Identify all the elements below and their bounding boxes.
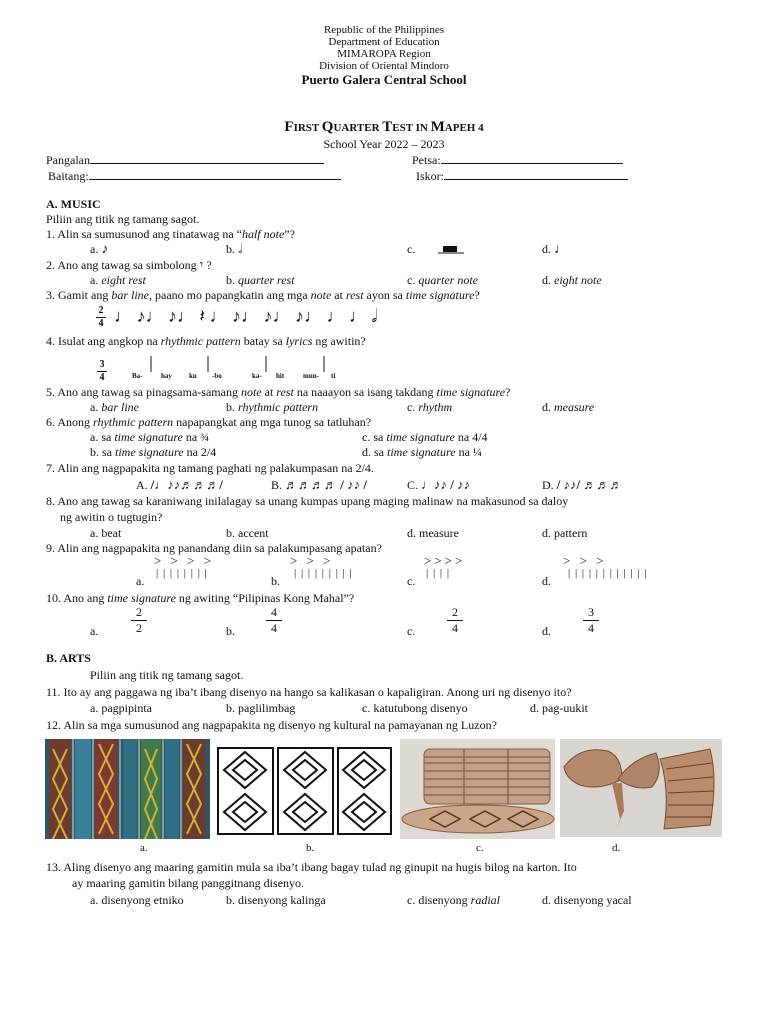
baitang-field[interactable]: Baitang: [48, 168, 341, 184]
q6-option-a[interactable]: a. sa time signature na ¾ [90, 430, 210, 444]
q9-c-bars: | | | | [426, 567, 451, 579]
q11-option-b[interactable]: b. paglilimbag [226, 701, 296, 715]
q3-time-signature: 2 4 [96, 306, 106, 329]
q10-option-b[interactable]: b. [226, 624, 235, 638]
q7-text: 7. Alin ang nagpapakita ng tamang paghati ng palakumpasan na 2/4. [46, 461, 374, 475]
q9-option-b[interactable]: b. [271, 574, 280, 588]
q13-option-d[interactable]: d. disenyong yacal [542, 893, 632, 907]
q2-option-a[interactable]: a. eight rest [90, 273, 146, 287]
q3-text: 3. Gamit ang bar line, paano mo papangkatin ang mga note at rest ayon sa time signature? [46, 288, 480, 302]
petsa-field[interactable]: Petsa: [412, 152, 623, 168]
header-region: MIMAROPA Region [337, 48, 431, 60]
q8-text-cont: ng awitin o tugtugin? [60, 510, 163, 524]
q9-c-accents: >>>> [424, 553, 466, 568]
q8-option-a[interactable]: a. beat [90, 526, 122, 540]
header-division: Division of Oriental Mindoro [319, 60, 449, 72]
q4-syllable: -bo [212, 372, 222, 380]
arts-instruction: Piliin ang titik ng tamang sagot. [90, 668, 244, 682]
q4-text: 4. Isulat ang angkop na rhythmic pattern batay sa lyrics ng awitin? [46, 334, 366, 348]
music-instruction: Piliin ang titik ng tamang sagot. [46, 212, 200, 226]
q9-d-bars: | | | | | | | | | | | | [568, 567, 648, 579]
eighth-rest-icon: 𝄾 [199, 258, 204, 273]
q4-time-signature: 3 4 [97, 360, 107, 383]
q4-bar-lines [140, 354, 340, 374]
q10-c-fraction: 2 4 [447, 606, 463, 635]
q5-text: 5. Ano ang tawag sa pinagsama-samang note at rest na naaayon sa isang takdang time signature? [46, 385, 511, 399]
q5-option-c[interactable]: c. rhythm [407, 400, 453, 414]
diamond-pattern-image-b[interactable] [216, 746, 393, 836]
q6-option-b[interactable]: b. sa time signature na 2/4 [90, 445, 217, 459]
q13-option-c[interactable]: c. disenyong radial [407, 893, 500, 907]
q12-option-a[interactable]: a. [140, 842, 148, 854]
q1-option-c[interactable]: c. [407, 242, 464, 257]
half-rest-icon [438, 244, 464, 256]
q1-option-b[interactable]: b. 𝅗𝅥 [226, 242, 243, 257]
q10-option-d[interactable]: d. [542, 624, 551, 638]
q13-option-a[interactable]: a. disenyong etniko [90, 893, 184, 907]
q9-option-c[interactable]: c. [407, 574, 416, 588]
woven-mats-image-c[interactable] [400, 739, 555, 839]
q4-syllable: ku [189, 372, 197, 380]
q9-a-bars: | | | | | | | | [156, 567, 208, 579]
q11-text: 11. Ito ay ang paggawa ng iba’t ibang disenyo na hango sa kalikasan o kapaligiran. Anong uri ng disenyo ito? [46, 685, 572, 699]
q12-option-b[interactable]: b. [306, 842, 315, 854]
q11-option-c[interactable]: c. katutubong disenyo [362, 701, 468, 715]
header-republic: Republic of the Philippines [323, 24, 445, 36]
q10-option-c[interactable]: c. [407, 624, 416, 638]
q6-option-d[interactable]: d. sa time signature na ¼ [362, 445, 482, 459]
q9-text: 9. Alin ang nagpapakita ng panandang diin sa palakumpasang apatan? [46, 541, 382, 555]
q3-rhythm-notes: ♩ ♪♩ ♪♩ 𝄽 ♩ ♪♩ ♪♩ ♪♩ ♩ ♩ 𝅗𝅥 [114, 306, 378, 326]
arts-heading: B. ARTS [46, 651, 91, 665]
q7-option-b[interactable]: B. ♬♬♬♬ / ♪♪ / [271, 477, 367, 492]
q5-option-d[interactable]: d. measure [542, 400, 595, 414]
q4-syllable: mun- [303, 372, 319, 380]
q10-b-fraction: 4 4 [266, 606, 282, 635]
q8-option-b[interactable]: b. accent [226, 526, 269, 540]
q2-option-d[interactable]: d. eight note [542, 273, 602, 287]
q10-d-fraction: 3 4 [583, 606, 599, 635]
q5-option-b[interactable]: b. rhythmic pattern [226, 400, 319, 414]
q2-option-b[interactable]: b. quarter rest [226, 273, 295, 287]
q9-b-accents: > > > [290, 553, 334, 568]
woven-fans-image-d[interactable] [560, 739, 722, 837]
q4-syllable: hay [161, 372, 172, 380]
header-deped: Department of Education [328, 36, 440, 48]
q12-option-d[interactable]: d. [612, 842, 621, 854]
quarter-note-icon: ♩ [554, 242, 568, 257]
q11-option-a[interactable]: a. pagpipinta [90, 701, 152, 715]
pangalan-field[interactable]: Pangalan [46, 152, 324, 168]
q1-option-d[interactable]: d. ♩ [542, 242, 568, 257]
q2-option-c[interactable]: c. quarter note [407, 273, 478, 287]
weave-pattern-image-a[interactable] [45, 739, 210, 839]
q12-option-c[interactable]: c. [476, 842, 484, 854]
q1-text: 1. Alin sa sumusunod ang tinatawag na “half note”? [46, 227, 295, 241]
q4-syllable: hit [276, 372, 285, 380]
test-title: FIRST QUARTER TEST IN MAPEH 4 [284, 119, 484, 135]
q9-d-accents: > > > [563, 553, 607, 568]
q2-text: 2. Ano ang tawag sa simbolong 𝄾 ? [46, 258, 212, 273]
q5-option-a[interactable]: a. bar line [90, 400, 139, 414]
q8-option-d[interactable]: d. pattern [542, 526, 588, 540]
q9-a-accents: > > > > [154, 553, 215, 568]
q4-syllable: ti [331, 372, 336, 380]
q7-option-c[interactable]: C. ♩♪♪ / ♪♪ [407, 477, 471, 492]
q7-option-d[interactable]: D. / ♪♪/ ♬♬♬ [542, 477, 623, 492]
q13-option-b[interactable]: b. disenyong kalinga [226, 893, 326, 907]
q12-text: 12. Alin sa mga sumusunod ang nagpapakita ng disenyo ng kultural na pamayanan ng Luzon? [46, 718, 497, 732]
q6-option-c[interactable]: c. sa time signature na 4/4 [362, 430, 488, 444]
eighth-note-icon: ♪ [101, 242, 109, 257]
q7-option-a[interactable]: A. /♩♪♪♬♬♬/ [136, 477, 223, 492]
q10-option-a[interactable]: a. [90, 624, 99, 638]
q10-a-fraction: 2 2 [131, 606, 147, 635]
q13-text: 13. Aling disenyo ang maaring gamitin mula sa iba’t ibang bagay tulad ng ginupit na hugis bilog na karton. Ito [46, 860, 577, 874]
q9-option-d[interactable]: d. [542, 574, 551, 588]
q11-option-d[interactable]: d. pag-uukit [530, 701, 588, 715]
q1-option-a[interactable]: a. ♪ [90, 242, 109, 257]
q6-text: 6. Anong rhythmic pattern napapangkat ang mga tunog sa tatluhan? [46, 415, 372, 429]
half-note-icon: 𝅗𝅥 [238, 242, 243, 257]
q4-syllable: ka- [252, 372, 262, 380]
q13-text-cont: ay maaring gamitin bilang panggitnang disenyo. [72, 876, 304, 890]
q8-option-c[interactable]: d. measure [407, 526, 459, 540]
school-year: School Year 2022 – 2023 [323, 137, 445, 151]
music-heading: A. MUSIC [46, 197, 101, 211]
q4-syllable: Ba- [132, 372, 143, 380]
iskor-field[interactable]: Iskor: [416, 168, 628, 184]
q9-option-a[interactable]: a. [136, 574, 145, 588]
header-school: Puerto Galera Central School [301, 72, 467, 87]
q9-b-bars: | | | | | | | | | [294, 567, 353, 579]
q10-text: 10. Ano ang time signature ng awiting “Pilipinas Kong Mahal”? [46, 591, 355, 605]
q8-text: 8. Ano ang tawag sa karaniwang inilalagay sa unang kumpas upang maging malinaw na makasunod sa daloy [46, 494, 569, 508]
